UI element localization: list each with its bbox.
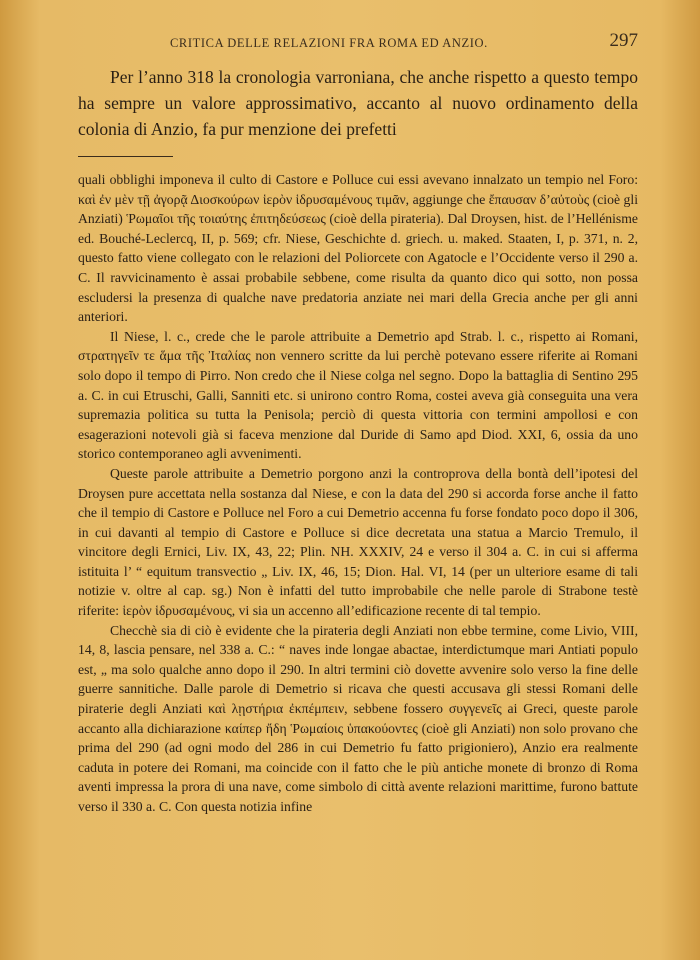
running-head: CRITICA DELLE RELAZIONI FRA ROMA ED ANZIO.	[170, 36, 488, 50]
footnote-paragraph-3: Queste parole attribuite a Demetrio porgono anzi la controprova della bontà dell’ipotesi del Droysen pure accettata nella sostanza dal Niese, e con la data del 290 si accorda forse anche il fatto che il tempio di Castore e Polluce nel Foro a cui Demetrio accenna fu forse fondato poco dopo il 306, in cui davanti al tempio di Castore e Polluce si dice decretata una statua a Marcio Tremulo, il vincitore degli Ernici, Liv. IX, 43, 22; Plin. NH. XXXIV, 24 e verso il 304 a. C. in cui si afferma istituita l’ “ equitum transvectio „ Liv. IX, 46, 15; Dion. Hal. VI, 14 (per un ulteriore esame di tali notizie v. oltre al cap. sg.) Non è infatti del tutto improbabile che nelle parole di Strabone testè riferite: ἱερὸν ἱδρυσαμένους, vi sia un accenno all’edificazione recente di tal tempio.	[78, 465, 638, 619]
footnote-paragraph-4: Checchè sia di ciò è evidente che la pirateria degli Anziati non ebbe termine, come Livio, VIII, 14, 8, lascia pensare, nel 338 a. C.: “ naves inde longae abactae, interdictumque mari Antiati populo est, „ ma solo qualche anno dopo il 290. In altri termini ciò dovette avvenire solo verso la fine delle guerre sannitiche. Dalle parole di Demetrio si ricava che questi accusava gli stessi Romani delle piraterie degli Anziati καὶ λῃστήρια ἐκπέμπειν, sebbene fossero συγγενεῖς ai Greci, queste parole accanto alla dichiarazione καίπερ ἤδη Ῥωμαίοις ὑπακούοντες (cioè gli Anziati) non solo provano che prima del 290 (ad ogni modo del 286 in cui Demetrio fu fatto prigioniero), Anzio era realmente caduta in potere dei Romani, ma coincide con il fatto che le più antiche monete di bronzo di Roma aventi impressa la prora di una nave, come simbolo di città avente relazioni marittime, furono battute verso il 330 a. C. Con questa notizia infine	[78, 622, 638, 814]
footnote-paragraph-1: quali obblighi imponeva il culto di Castore e Polluce cui essi avevano innalzato un tempio nel Foro: καὶ ἐν μὲν τῇ ἀγορᾷ Διοσκούρων ἱερὸν ἱδρυσαμένους τιμᾶν, aggiunge che ἔπαυσαν δ’αὐτοὺς (cioè gli Anziati) Ῥωμαῖοι τῆς τοιαύτης ἐπιτηδεύσεως (cioè della pirateria). Dal Droysen, hist. de l’Hellénisme ed. Bouché-Leclercq, II, p. 569; cfr. Niese, Geschichte d. griech. u. maked. Staaten, I, p. 371, n. 2, questo fatto viene collegato con le relazioni del Poliorcete con Agatocle e l’Occidente verso il 290 a. C. Il ravvicinamento è assai probabile sebbene, come risulta da quanto dico qui sotto, non possa escludersi la presenza di qualche nave predatoria anziate nei mari della Grecia anche per gli anni anteriori.	[78, 172, 638, 325]
footnote-paragraph-2: Il Niese, l. c., crede che le parole attribuite a Demetrio apd Strab. l. c., rispetto ai Romani, στρατηγεῖν τε ἅμα τῆς Ἰταλίας non vennero scritte da lui perchè potevano essere riferite ai Romani solo dopo il tempo di Pirro. Non credo che il Niese colga nel segno. Dopo la battaglia di Sentino 295 a. C. in cui Etruschi, Galli, Sanniti etc. si unirono contro Roma, costei aveva già conseguita una vera supremazia politica su tutta la Penisola; perciò di questa vittoria con termini ampollosi e con esagerazioni notevoli già si faceva menzione dal Duride di Samo apd Diod. XXI, 6, ossia da uno storico contemporaneo agli avvenimenti.	[78, 328, 638, 462]
footnotes	[78, 170, 638, 817]
page-header	[78, 28, 638, 52]
footnote-separator	[78, 156, 173, 157]
page-number: 297	[609, 30, 638, 51]
main-paragraph: Per l’anno 318 la cronologia varroniana, che anche rispetto a questo tempo ha sempre un valore approssimativo, accanto al nuovo ordinamento della colonia di Anzio, fa pur menzione dei prefetti	[78, 67, 638, 139]
